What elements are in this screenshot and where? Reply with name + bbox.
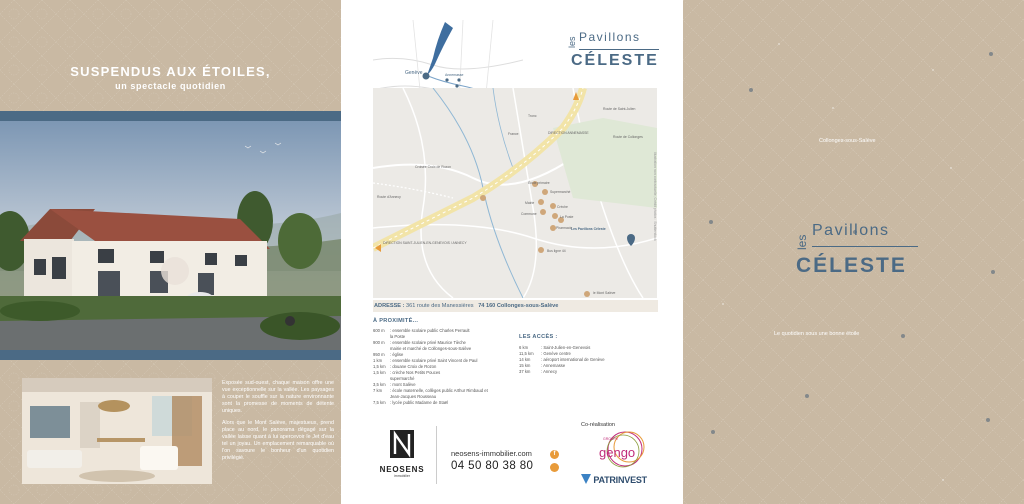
- address-city: 74 160 Collonges-sous-Salève: [478, 303, 559, 309]
- map-label-supermarche: Supermarché: [550, 190, 571, 194]
- description-paragraph-2: Alors que le Mont Salève, majestueux, prend place au nord, le panorama dégagé sur la vallée laisse quant à lui apercevoir le Jet d'eau tel un joyau. Un emplacement remarquable où l'on savoure le bonheur d'un quotidien privilégié.: [222, 420, 334, 461]
- map-label-geneve: Genève: [405, 70, 423, 76]
- address-label: ADRESSE :: [374, 303, 405, 309]
- tagline: Le quotidien sous une bonne étoile: [774, 331, 860, 337]
- divider: [436, 426, 437, 484]
- location-label: Collonges-sous-Salève: [819, 138, 876, 144]
- gengo-logo: [585, 427, 657, 471]
- neosens-name: NEOSENS: [379, 465, 425, 474]
- proximite-item: [373, 400, 518, 406]
- proximite-distance: 950 m: [373, 352, 385, 357]
- map-label-route-annecy: Route d'Annecy: [377, 195, 401, 199]
- proximite-distance: 3,5 km: [373, 382, 386, 387]
- brand-logo-cover: [795, 220, 919, 284]
- acces-text: : aéroport international de Genève: [541, 357, 605, 362]
- proximite-text: la Poste: [390, 334, 406, 339]
- proximite-text: Jean-Jacques Rousseau: [390, 394, 437, 399]
- gengo-groupe: GROUPE: [603, 437, 619, 441]
- acces-distance: 14 km: [519, 357, 531, 362]
- map-label-route-stjulien: Route de Saint-Julien: [603, 107, 636, 111]
- acces-distance: 6 km: [519, 345, 529, 350]
- cover-brand-line: [812, 246, 918, 247]
- proximite-distance: 900 m: [373, 340, 385, 345]
- bottom-blue-band: [0, 350, 341, 360]
- proximite-title: À PROXIMITÉ...: [373, 318, 419, 324]
- acces-distance: 15 km: [519, 363, 531, 368]
- map-label-ecole: École primaire: [528, 181, 550, 185]
- left-heading: [0, 64, 341, 91]
- map-label-route-collonges: Route de Collonges: [613, 135, 643, 139]
- proximite-text: : ensemble scolaire privé Maurice Tièche: [390, 340, 466, 345]
- proximite-text: : ensemble scolaire privé Saint Vincent de Paul: [390, 358, 478, 363]
- address-street: 361 route des Manessières: [406, 303, 474, 309]
- map-label-mont-saleve: le Mont Salève: [593, 291, 616, 295]
- brand-pavillons: Pavillons: [579, 30, 641, 44]
- map-credit: Illustration non contractuelle, Crédit photos : Shutterstock: [653, 152, 657, 241]
- proximite-text: supermarché: [390, 376, 415, 381]
- neosens-logo: [377, 430, 427, 478]
- proximite-text: : douane Croix de Rozon: [390, 364, 437, 369]
- top-blue-band: [0, 111, 341, 121]
- headline: SUSPENDUS AUX ÉTOILES,: [70, 64, 271, 79]
- brand-les: les: [567, 36, 577, 48]
- map-label-pharmacie: Pharmacie: [556, 226, 573, 230]
- patrinvest-name: PATRINVEST: [593, 475, 647, 485]
- interior-photo: [22, 378, 212, 484]
- acces-text: : Annemasse: [541, 363, 566, 368]
- website-link[interactable]: neosens-immobilier.com: [451, 449, 532, 458]
- local-map: [373, 88, 657, 298]
- map-label-croix-rozon: Croisée Croix de Rozon: [415, 165, 451, 169]
- acces-list: [519, 345, 659, 375]
- house-exterior-photo: [0, 121, 341, 350]
- proximite-text: : lycée public Madame de Staël: [390, 400, 449, 405]
- map-label-tronc: Tronc: [528, 114, 537, 118]
- proximite-text: : crèche Nos Petits Pouces: [390, 370, 441, 375]
- acces-text: : Annecy: [541, 369, 558, 374]
- proximite-distance: 1 km: [373, 358, 383, 363]
- map-label-france: France: [508, 132, 519, 136]
- acces-text: : Genève centre: [541, 351, 571, 356]
- proximite-distance: 1,5 km: [373, 364, 386, 369]
- proximite-list: [373, 328, 518, 406]
- address-bar: [373, 300, 658, 312]
- brand-logo-middle: [567, 24, 662, 76]
- cover-brand-celeste: CÉLESTE: [796, 254, 907, 277]
- proximite-distance: 7,5 km: [373, 400, 386, 405]
- facebook-icon[interactable]: f: [550, 450, 559, 459]
- description-text: [222, 380, 334, 467]
- brand-line: [579, 49, 659, 50]
- subheadline: un spectacle quotidien: [115, 81, 226, 91]
- instagram-icon[interactable]: [550, 463, 559, 472]
- map-label-bus: Bus ligne 44: [547, 249, 566, 253]
- right-panel: [683, 0, 1024, 504]
- map-label-commune: Commune: [521, 212, 537, 216]
- proximite-text: : école maternelle, collèges public Arthur Rimbaud et: [390, 388, 488, 393]
- map-label-annemasse: Annemasse: [445, 73, 464, 77]
- proximite-distance: 1,5 km: [373, 370, 386, 375]
- neosens-n-icon: [390, 430, 414, 458]
- gengo-name: gengo: [599, 445, 636, 460]
- map-label-mairie: Mairie: [525, 201, 535, 205]
- patrinvest-logo: [581, 474, 647, 485]
- middle-panel: [341, 0, 683, 504]
- description-paragraph-1: Exposée sud-ouest, chaque maison offre une vue exceptionnelle sur la vallée. Les paysages à couper le souffle sur la nature environnante sont la promesse de moments de détente uniques.: [222, 380, 334, 414]
- map-label-pavillons: Les Pavillons Céleste: [571, 227, 606, 231]
- cover-brand-pavillons: Pavillons: [812, 222, 890, 239]
- brand-celeste: CÉLESTE: [571, 52, 659, 69]
- proximite-text: : ensemble scolaire public Charles Perrault: [390, 328, 470, 333]
- acces-title: LES ACCÈS :: [519, 334, 558, 340]
- phone-number[interactable]: 04 50 80 38 80: [451, 460, 534, 472]
- proximite-text: : église: [390, 352, 404, 357]
- map-label-poste: La Poste: [560, 215, 574, 219]
- map-label-dir-stjulien: DIRECTION SAINT-JULIEN-EN-GENEVOIS / ANNECY: [383, 241, 467, 245]
- proximite-text: mairie et marché de Collonges-sous-Salève: [390, 346, 472, 351]
- acces-item: [519, 369, 659, 375]
- patrinvest-icon: [581, 474, 591, 484]
- acces-distance: 11,5 km: [519, 351, 534, 356]
- proximite-distance: 7 km: [373, 388, 383, 393]
- map-label-dir-annemasse: DIRECTION ANNEMASSE: [548, 131, 589, 135]
- map-label-creche: Crèche: [557, 205, 568, 209]
- coreal-label: Co-réalisation: [581, 422, 615, 428]
- acces-distance: 37 km: [519, 369, 531, 374]
- cover-brand-les: les: [795, 234, 809, 250]
- left-panel: [0, 0, 341, 504]
- proximite-text: : mont Salève: [390, 382, 416, 387]
- proximite-distance: 600 m: [373, 328, 385, 333]
- acces-text: : Saint-Julien-en-Genevois: [541, 345, 591, 350]
- neosens-sub: immobilier: [394, 474, 410, 478]
